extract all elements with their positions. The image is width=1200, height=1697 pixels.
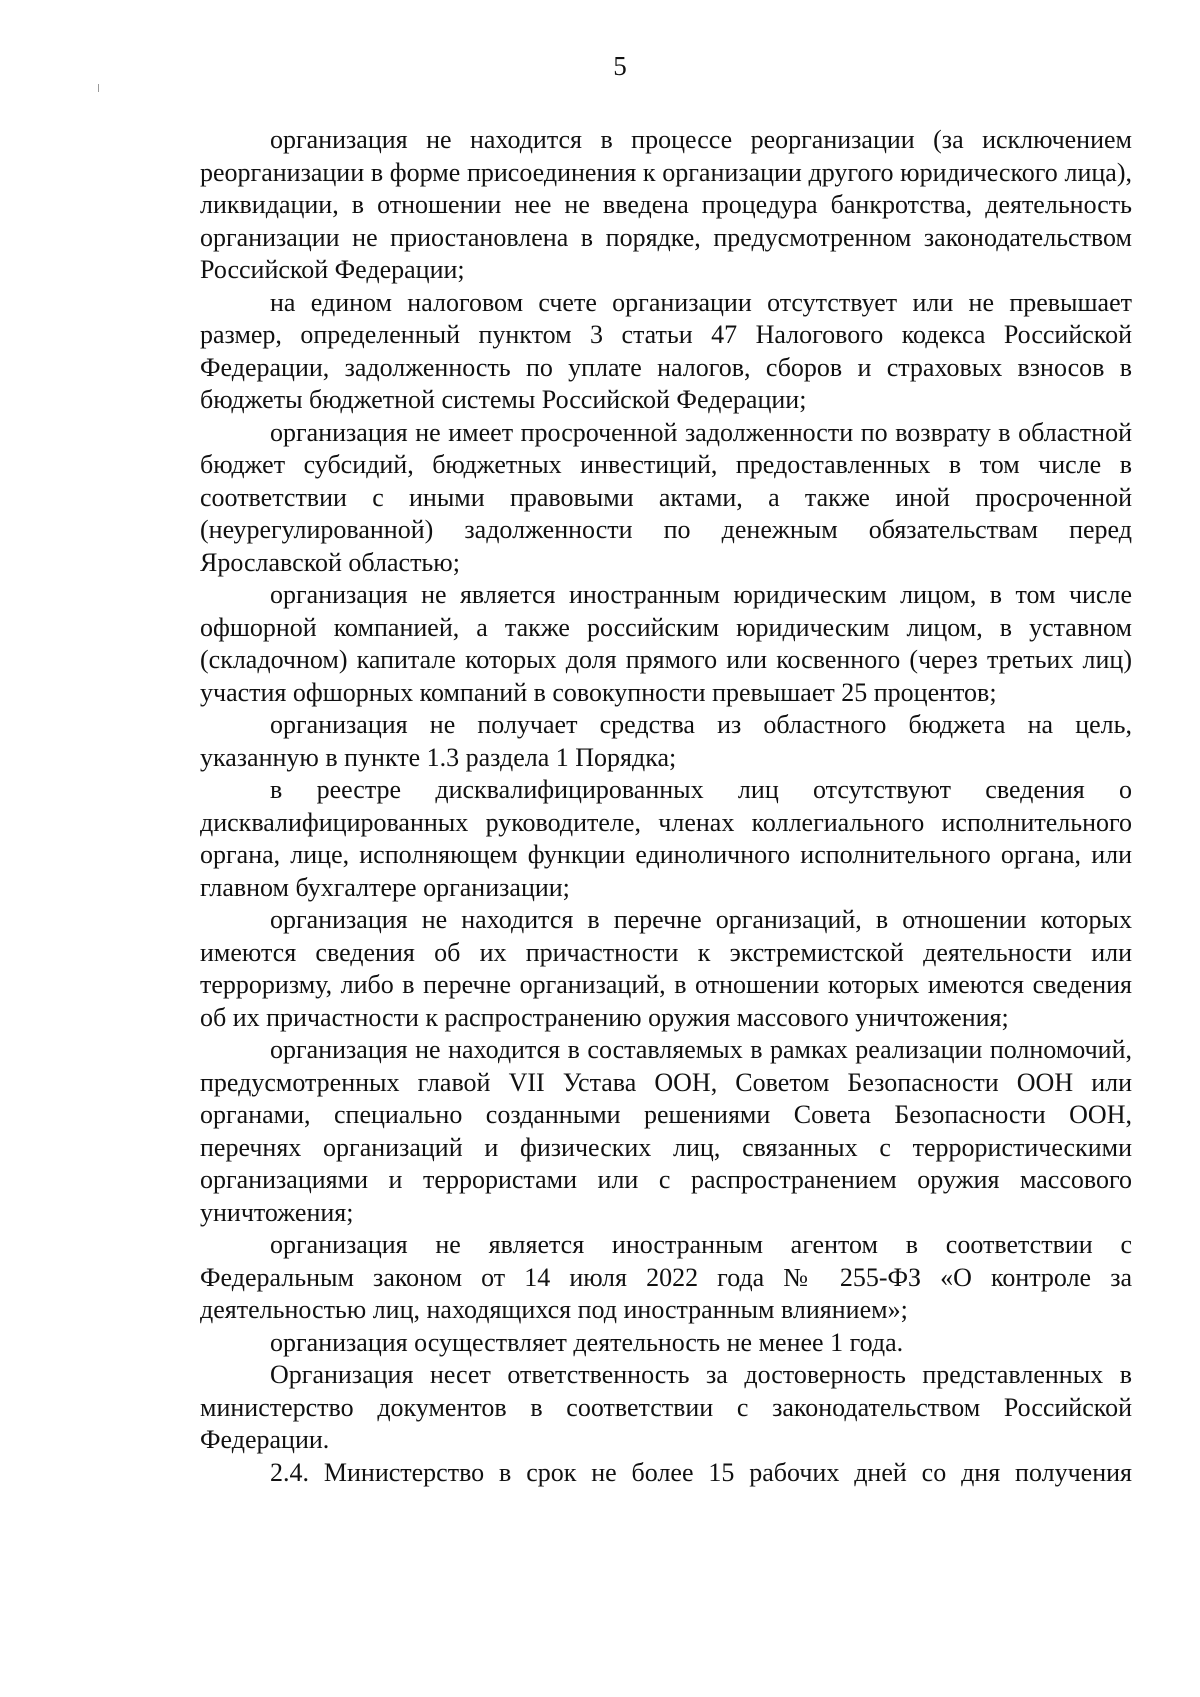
paragraph: на едином налоговом счете организации отсутствует или не превышает размер, определенный пунктом 3 статьи 47 Налогового кодекса Российской Федерации, задолженность по уплате налогов, сборов и страховых взносов в бюджеты бюджетной системы Российской Федерации; xyxy=(200,287,1132,414)
document-body xyxy=(200,124,1132,1489)
paragraph: организация осуществляет деятельность не менее 1 года. xyxy=(270,1327,904,1357)
paragraph: 2.4. Министерство в срок не более 15 рабочих дней со дня получения xyxy=(270,1457,1132,1487)
paragraph: организация не находится в составляемых в рамках реализации полномочий, предусмотренных главой VII Устава ООН, Советом Безопасности ООН или органами, специально созданными решениями Совета Безопасности ООН, перечнях организаций и физических лиц, связанных с террористическими организациями и террористами или с распространением оружия массового уничтожения; xyxy=(200,1035,1132,1227)
paragraph: организация не является иностранным агентом в соответствии с Федеральным законом от 14 июля 2022 года № 255-ФЗ «О контроле за деятельностью лиц, находящихся под иностранным влиянием»; xyxy=(200,1230,1132,1324)
page-number: 5 xyxy=(613,51,627,81)
paragraph: Организация несет ответственность за достоверность представленных в министерство документов в соответствии с законодательством Российской Федерации. xyxy=(200,1360,1132,1454)
paragraph: в реестре дисквалифицированных лиц отсутствуют сведения о дисквалифицированных руководителе, членах коллегиального исполнительного органа, лице, исполняющем функции единоличного исполнительного органа, или главном бухгалтере организации; xyxy=(200,775,1132,902)
paragraph: организация не находится в процессе реорганизации (за исключением реорганизации в форме присоединения к организации другого юридического лица), ликвидации, в отношении нее не введена процедура банкротства, деятельность организации не приостановлена в порядке, предусмотренном законодательством Российской Федерации; xyxy=(200,125,1132,284)
paragraph: организация не является иностранным юридическим лицом, в том числе офшорной компанией, а также российским юридическим лицом, в уставном (складочном) капитале которых доля прямого или косвенного (через третьих лиц) участия офшорных компаний в совокупности превышает 25 процентов; xyxy=(200,580,1132,707)
paragraph: организация не находится в перечне организаций, в отношении которых имеются сведения об их причастности к экстремистской деятельности или терроризму, либо в перечне организаций, в отношении которых имеются сведения об их причастности к распространению оружия массового уничтожения; xyxy=(200,905,1132,1032)
paragraph: организация не получает средства из областного бюджета на цель, указанную в пункте 1.3 раздела 1 Порядка; xyxy=(200,710,1132,772)
scan-artifact xyxy=(98,84,99,92)
paragraph: организация не имеет просроченной задолженности по возврату в областной бюджет субсидий, бюджетных инвестиций, предоставленных в том числе в соответствии с иными правовыми актами, а также иной просроченной (неурегулированной) задолженности по денежным обязательствам перед Ярославской областью; xyxy=(200,417,1132,577)
